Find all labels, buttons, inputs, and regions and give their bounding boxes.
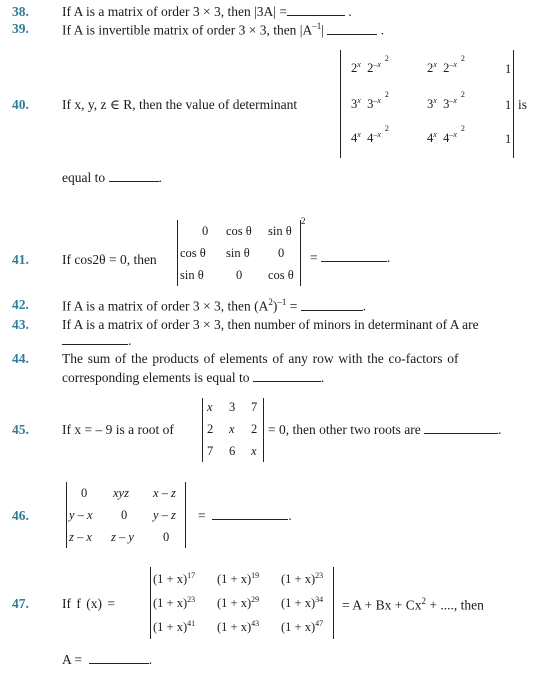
answer-blank [301, 310, 363, 311]
det-cell: 3 [229, 400, 236, 414]
det-cell: 7 [251, 400, 258, 414]
determinant-q45 [202, 398, 264, 462]
question-43-text: If A is a matrix of order 3 × 3, then number of minors in determinant of A are [62, 317, 479, 332]
det-cell: z – x [69, 530, 92, 544]
question-47-rhs: = $A + Bx + Cx^2$ + ...., then [342, 596, 484, 613]
det-cell: $(1 + x)^{23}$ [281, 571, 324, 587]
question-38-text: If A is a matrix of order 3 × 3, then |3A| = . [62, 4, 352, 19]
answer-blank [253, 381, 321, 382]
det-cell: 6 [229, 444, 236, 458]
answer-blank [212, 519, 288, 520]
determinant-power: 2 [301, 216, 306, 226]
det-cell: $(1 + x)^{47}$ [281, 619, 324, 635]
det-cell: y – x [69, 508, 93, 522]
det-cell: x [229, 422, 235, 436]
question-number-47: 47. [12, 596, 29, 611]
det-cell: cos θ [226, 224, 252, 238]
det-cell: cos θ [268, 268, 294, 282]
question-number-38: 38. [12, 4, 29, 19]
answer-blank [89, 663, 149, 664]
question-45-answer: = 0, then other two roots are . [268, 422, 502, 437]
det-cell: x – z [153, 486, 176, 500]
det-cell: sin θ [180, 268, 204, 282]
question-40-is: is [518, 97, 528, 112]
question-number-43: 43. [12, 317, 29, 332]
question-number-45: 45. [12, 422, 29, 437]
determinant-q41 [177, 220, 301, 286]
question-47-text: If f (x) = [62, 596, 115, 611]
det-cell: cos θ [180, 246, 206, 260]
answer-blank [62, 344, 128, 345]
question-47-answer: A = . [62, 652, 153, 667]
question-44-line2: corresponding elements is equal to . [62, 370, 325, 385]
question-41-text: If cos2θ = 0, then [62, 252, 157, 267]
answer-blank [109, 181, 159, 182]
det-cell: 0 [236, 268, 243, 282]
det-cell: 0 [163, 530, 170, 544]
det-cell: $(1 + x)^{17}$ [153, 571, 196, 587]
det-cell: 1 [505, 98, 512, 112]
answer-blank [327, 34, 377, 35]
det-cell: 2$^x$ $2^{-x2}$ [427, 54, 465, 76]
det-cell: $(1 + x)^{41}$ [153, 619, 196, 635]
question-39-text: If A is invertible matrix of order 3 × 3, then $|A^{-1}|$ . [62, 21, 385, 38]
det-cell: 2 [251, 422, 258, 436]
det-cell: $(1 + x)^{29}$ [217, 595, 260, 611]
det-cell: 0 [278, 246, 285, 260]
question-43-answer: . [62, 333, 131, 349]
det-cell: xyz [113, 486, 129, 500]
question-number-39: 39. [12, 21, 29, 36]
det-cell: 1 [505, 62, 512, 76]
det-cell: 2 [207, 422, 214, 436]
question-40-text: If x, y, z ∈ R, then the value of determinant [62, 97, 298, 112]
question-44-line1: The sum of the products of elements of any row with the co-factors of [62, 351, 459, 366]
det-cell: x [207, 400, 213, 414]
det-cell: $(1 + x)^{23}$ [153, 595, 196, 611]
answer-blank [424, 433, 498, 434]
question-41-answer: = . [310, 250, 391, 265]
determinant-q40 [340, 50, 514, 158]
det-cell: $(1 + x)^{19}$ [217, 571, 260, 587]
question-42-text: If A is a matrix of order 3 × 3, then $(A^2)^{-1}$ = . [62, 297, 367, 314]
question-45-text: If x = – 9 is a root of [62, 422, 174, 437]
determinant-q46 [66, 482, 186, 548]
det-cell: 1 [505, 132, 512, 146]
question-number-46: 46. [12, 508, 29, 523]
det-cell: y – z [153, 508, 176, 522]
det-cell: 3$^x$ $3^{-x2}$ [427, 90, 465, 112]
question-number-42: 42. [12, 297, 29, 312]
det-cell: 7 [207, 444, 214, 458]
det-cell: 2$^x$ $2^{-x2}$ [351, 54, 389, 76]
det-cell: 0 [202, 224, 209, 238]
det-cell: 4$^x$ $4^{-x2}$ [351, 124, 389, 146]
answer-blank [287, 15, 345, 16]
question-number-41: 41. [12, 252, 29, 267]
determinant-q47 [150, 567, 334, 639]
question-40-equal: equal to . [62, 170, 162, 185]
question-number-40: 40. [12, 97, 29, 112]
det-cell: 4$^x$ $4^{-x2}$ [427, 124, 465, 146]
det-cell: z – y [111, 530, 134, 544]
det-cell: sin θ [268, 224, 292, 238]
answer-blank [321, 261, 387, 262]
det-cell: $(1 + x)^{34}$ [281, 595, 324, 611]
det-cell: $(1 + x)^{43}$ [217, 619, 260, 635]
det-cell: x [251, 444, 257, 458]
question-number-44: 44. [12, 351, 29, 366]
det-cell: 0 [81, 486, 88, 500]
det-cell: sin θ [226, 246, 250, 260]
det-cell: 0 [121, 508, 128, 522]
det-cell: 3$^x$ $3^{-x2}$ [351, 90, 389, 112]
question-46-answer: = . [198, 508, 292, 523]
